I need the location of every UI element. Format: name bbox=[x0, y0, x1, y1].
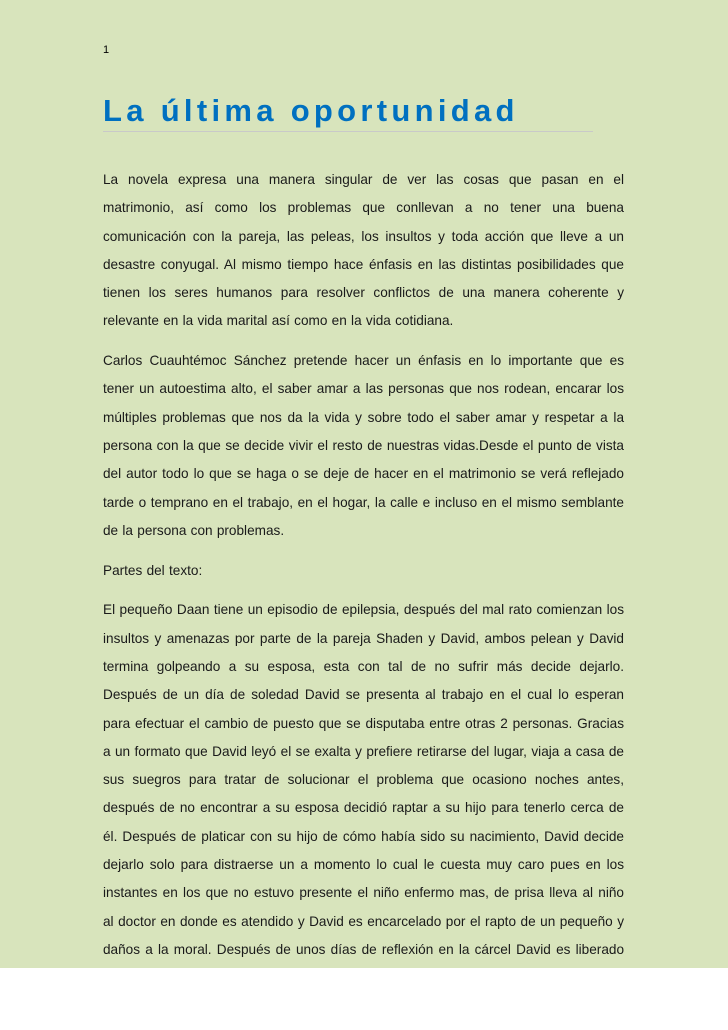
page-number: 1 bbox=[103, 44, 110, 56]
document-body bbox=[103, 166, 624, 1004]
page-gap bbox=[0, 968, 728, 1030]
paragraph-author-intent: Carlos Cuauhtémoc Sánchez pretende hacer un énfasis en lo importante que es tener un autoestima alto, el saber amar a las personas que nos rodean, encarar los múltiples problemas que nos da la vida y sobre todo el saber amar y respetar a la persona con la que se decide vivir el resto de nuestras vidas.Desde el punto de vista del autor todo lo que se haga o se deje de hacer en el matrimonio se verá reflejado tarde o temprano en el trabajo, en el hogar, la calle e incluso en el mismo semblante de la persona con problemas. bbox=[103, 353, 624, 538]
paragraph-intro: La novela expresa una manera singular de ver las cosas que pasan en el matrimonio, así como los problemas que conllevan a no tener una buena comunicación con la pareja, las peleas, los insultos y toda acción que lleve a un desastre conyugal. Al mismo tiempo hace énfasis en las distintas posibilidades que tienen los seres humanos para resolver conflictos de una manera coherente y relevante en la vida marital así como en la vida cotidiana. bbox=[103, 172, 624, 329]
title-divider bbox=[103, 131, 593, 132]
paragraph-plot-summary: El pequeño Daan tiene un episodio de epilepsia, después del mal rato comienzan los insultos y amenazas por parte de la pareja Shaden y David, ambos pelean y David termina golpeando a su esposa, esta con tal de no sufrir más decide dejarlo. Después de un día de soledad David se presenta al trabajo en el cual lo esperan para efectuar el cambio de puesto que se disputaba entre otras 2 personas. Gracias a un formato que David leyó el se exalta y prefiere retirarse del lugar, viaja a casa de sus suegros para tratar de solucionar el problema que ocasiono noches antes, después de no encontrar a su esposa decidió raptar a su hijo para tenerlo cerca de él. Después de platicar con su hijo de cómo había sido su nacimiento, David decide dejarlo solo para distraerse un a momento lo cual le cuesta muy caro pues en los instantes en los que no estuvo presente el niño enfermo mas, de prisa lleva al niño al doctor en donde es atendido y David es encarcelado por el rapto de un pequeño y daños a la moral. Después de unos días de reflexión en la cárcel David es liberado bbox=[103, 602, 624, 957]
document-title: La última oportunidad bbox=[103, 93, 519, 128]
section-heading-parts: Partes del texto: bbox=[103, 562, 203, 578]
